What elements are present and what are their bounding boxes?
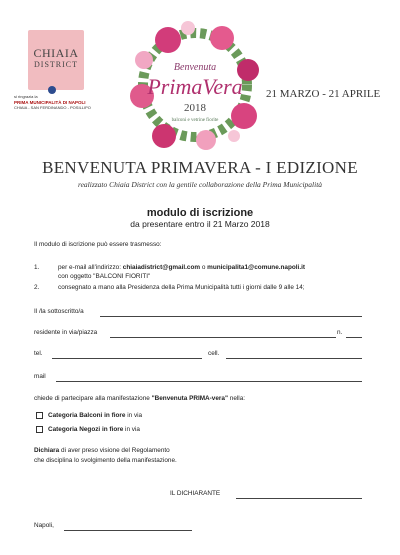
event-dates: 21 MARZO - 21 APRILE — [266, 88, 381, 100]
item1-number: 1. — [34, 264, 40, 271]
signature-line[interactable] — [236, 498, 362, 499]
wreath-line1: Benvenuta — [173, 62, 217, 73]
request-post: nella: — [227, 395, 246, 402]
field-number-line[interactable] — [346, 337, 362, 338]
category-negozi-post: in via — [123, 426, 140, 433]
place-date-line[interactable] — [64, 530, 192, 531]
declare-line2: che disciplina lo svolgimento della manifestazione. — [34, 457, 177, 464]
thanks-block — [14, 94, 124, 111]
wreath-line3: 2018 — [184, 102, 206, 114]
declare-text — [34, 447, 170, 454]
item2-number: 2. — [34, 284, 40, 291]
wreath-line4: balconi e vetrine fiorite — [171, 118, 219, 123]
request-text — [34, 395, 245, 402]
email-chiaia-link[interactable]: chiaiadistrict@gmail.com — [122, 264, 201, 271]
form-title: modulo di iscrizione — [146, 207, 254, 219]
item1-subject: con oggetto "BALCONI FIORITI" — [58, 273, 151, 280]
category-balconi-post: in via — [125, 412, 143, 419]
field-address-line[interactable] — [110, 337, 336, 338]
logo-line2: DISTRICT — [34, 60, 78, 69]
field-tel-line[interactable] — [52, 358, 202, 359]
field-cell-line[interactable] — [226, 358, 362, 359]
request-pre: chiede di partecipare alla manifestazione — [34, 395, 152, 402]
declare-bold: Dichiara — [34, 447, 60, 454]
page-subtitle: realizzato Chiaia District con la gentile collaborazione della Prima Municipalità — [77, 180, 323, 189]
chiaia-district-logo — [28, 30, 84, 90]
flower-wreath-logo — [128, 18, 262, 152]
category-negozi-bold: Categoria Negozi in fiore — [48, 426, 124, 433]
item2-text: consegnato a mano alla Presidenza della Prima Municipalità tutti i giorni dalle 9 alle 14; — [58, 284, 305, 291]
thanks-org: PRIMA MUNICIPALITÀ DI NAPOLI — [14, 99, 86, 105]
category-negozi-label — [48, 426, 140, 433]
category-balconi-label — [48, 412, 142, 419]
field-tel-label: tel. — [34, 350, 43, 357]
intro-text: Il modulo di iscrizione può essere trasmesso: — [34, 241, 162, 248]
field-mail-label: mail — [34, 373, 46, 380]
page-title: BENVENUTA PRIMAVERA - I EDIZIONE — [42, 158, 358, 177]
field-mail-line[interactable] — [56, 381, 362, 382]
field-name-label: Il /la sottoscritto/a — [34, 308, 84, 315]
item1-mid: o — [200, 264, 208, 271]
category-balconi-checkbox[interactable] — [36, 412, 43, 419]
municipality-emblem-icon — [48, 86, 56, 94]
form-deadline: da presentare entro il 21 Marzo 2018 — [130, 219, 270, 229]
field-address-label: residente in via/piazza — [34, 329, 98, 336]
item1-pre: per e-mail all'indirizzo: — [58, 264, 123, 271]
declare-rest: di aver preso visione del Regolamento — [59, 447, 170, 454]
thanks-line: si ringrazia la — [14, 94, 38, 99]
wreath-line2: PrimaVera — [147, 74, 243, 99]
field-cell-label: cell. — [208, 350, 220, 357]
signer-label: IL DICHIARANTE — [170, 490, 221, 497]
email-municipalita-link[interactable]: municipalita1@comune.napoli.it — [207, 264, 306, 271]
category-negozi-checkbox[interactable] — [36, 426, 43, 433]
item1-text — [58, 264, 305, 271]
thanks-areas: CHIAIA - SAN FERDINANDO - POSILLIPO — [14, 105, 91, 110]
request-event-name: "Benvenuta PRIMA-vera" — [151, 395, 228, 402]
field-name-line[interactable] — [100, 316, 362, 317]
field-number-label: n. — [337, 329, 343, 336]
place-label: Napoli, — [34, 522, 54, 529]
category-balconi-bold: Categoria Balconi in fiore — [48, 412, 126, 419]
logo-line1: CHIAIA — [33, 46, 79, 60]
